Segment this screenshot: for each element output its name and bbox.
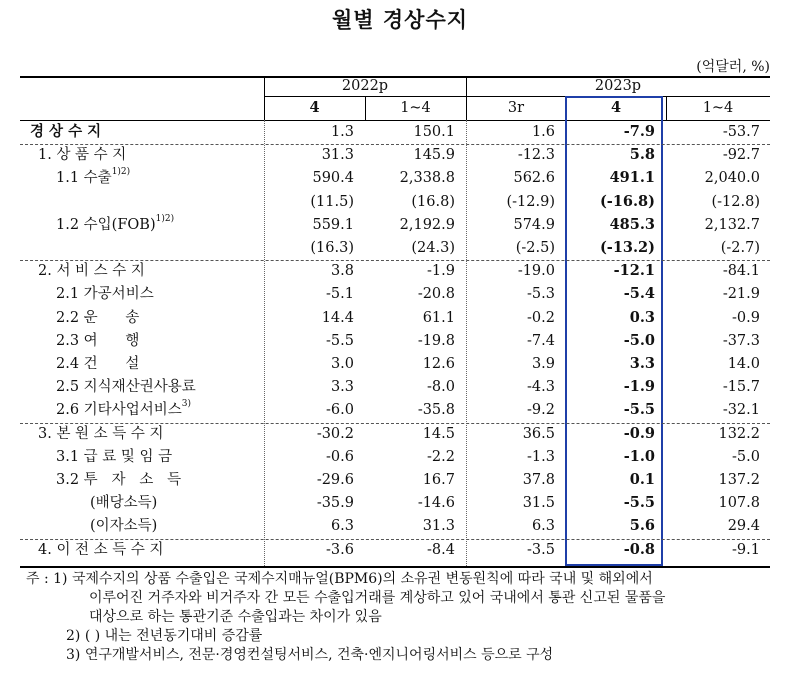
- table-cell: (-2.5): [515, 240, 555, 256]
- table-cell: -0.8: [623, 540, 655, 558]
- table-cell: 0.1: [629, 471, 655, 488]
- table-cell: 6.3: [531, 518, 555, 535]
- table-cell: 3.3: [629, 355, 655, 372]
- header-col-2023-1-4: 1~4: [702, 100, 734, 116]
- table-cell: 2,338.8: [399, 170, 455, 187]
- table-cell: 137.2: [718, 472, 760, 488]
- table-cell: 36.5: [522, 425, 555, 442]
- table-cell: -35.8: [417, 402, 455, 419]
- row-label-text: 1. 상 품 수 지: [38, 147, 127, 164]
- table-cell: -30.2: [316, 425, 354, 442]
- row-label-text: 경 상 수 지: [30, 123, 102, 140]
- table-cell: -1.9: [623, 378, 655, 396]
- table-cell: 2,132.7: [704, 216, 760, 233]
- table-cell: 2,040.0: [704, 170, 760, 187]
- row-label: [56, 400, 191, 420]
- table-cell: 3.0: [330, 356, 354, 372]
- header-col-2022-4: 4: [309, 99, 320, 116]
- row-label-text: 2.3 여 행: [56, 332, 140, 349]
- table-cell: -1.0: [623, 447, 655, 465]
- table-cell: -1.9: [427, 263, 455, 280]
- table-cell: -7.4: [527, 332, 555, 349]
- table-cell: -5.5: [623, 494, 655, 512]
- table-cell: -5.5: [326, 332, 354, 349]
- row-label: [56, 284, 154, 304]
- table-cell: (-2.7): [720, 240, 760, 256]
- table-cell: 145.9: [413, 147, 455, 164]
- table-cell: 16.7: [422, 472, 455, 488]
- table-cell: 3.8: [330, 263, 354, 280]
- row-label: [38, 145, 126, 165]
- table-cell: -21.9: [722, 286, 760, 303]
- row-label: [38, 261, 145, 281]
- table-cell: 1.3: [330, 124, 354, 140]
- table-cell: -5.3: [527, 286, 555, 303]
- table-cell: 12.6: [422, 356, 455, 372]
- table-cell: -20.8: [417, 286, 455, 303]
- table-cell: -92.7: [722, 147, 760, 164]
- row-label: [56, 354, 139, 374]
- table-cell: -9.2: [527, 402, 555, 419]
- row-label: [38, 424, 164, 444]
- table-cell: -5.0: [732, 448, 760, 465]
- table-cell: -14.6: [417, 495, 455, 512]
- table-cell: 37.8: [522, 472, 555, 488]
- table-cell: -29.6: [316, 472, 354, 488]
- table-cell: 14.5: [422, 425, 455, 442]
- row-label: [56, 308, 139, 328]
- table-cell: 29.4: [727, 518, 760, 535]
- table-cell: 5.6: [629, 517, 655, 535]
- table-cell: -5.5: [623, 401, 655, 419]
- table-cell: -3.5: [527, 541, 555, 558]
- row-label: [56, 331, 139, 351]
- table-cell: 31.3: [422, 518, 455, 535]
- table-cell: -12.3: [517, 147, 555, 164]
- table-cell: -7.9: [623, 123, 655, 140]
- table-cell: (-13.2): [599, 239, 655, 256]
- row-label: [56, 215, 174, 235]
- header-year-2023: 2023p: [594, 78, 642, 94]
- table-cell: -35.9: [316, 495, 354, 512]
- table-cell: -8.0: [427, 379, 455, 396]
- header-year-2022: 2022p: [341, 78, 389, 94]
- table-cell: 107.8: [718, 495, 760, 512]
- row-footnote-marker: 1)2): [111, 167, 131, 178]
- footnote-1-line-3: 대상으로 하는 통관기준 수출입과는 차이가 있음: [89, 609, 382, 625]
- table-cell: 2,192.9: [399, 216, 455, 233]
- table-cell: 1.6: [531, 124, 555, 140]
- table-cell: 574.9: [513, 216, 555, 233]
- table-cell: 491.1: [609, 169, 655, 187]
- table-cell: -0.6: [326, 448, 354, 465]
- table-cell: 31.3: [321, 147, 354, 164]
- table-cell: (-16.8): [599, 192, 655, 210]
- table-cell: -9.1: [732, 541, 760, 558]
- current-account-table: [20, 76, 770, 566]
- table-cell: 61.1: [422, 309, 455, 326]
- table-cell: -12.1: [613, 262, 655, 280]
- unit-label: (억달러, %): [696, 59, 770, 75]
- row-label: [56, 447, 172, 467]
- table-bottom-border: [20, 566, 770, 568]
- footnote-3: 3) 연구개발서비스, 전문·경영컨설팅서비스, 건축·엔지니어링서비스 등으로 구성: [66, 647, 554, 663]
- table-cell: 559.1: [312, 216, 354, 233]
- table-cell: 3.9: [531, 356, 555, 372]
- row-label-text: 2.1 가공서비스: [56, 286, 154, 303]
- row-label-text: 2. 서 비 스 수 지: [38, 263, 145, 280]
- table-cell: 0.3: [629, 308, 655, 326]
- table-cell: (24.3): [411, 240, 455, 256]
- row-label: [38, 540, 164, 560]
- table-cell: 562.6: [513, 170, 555, 187]
- row-label-text: (배당소득): [90, 495, 158, 512]
- table-cell: -19.8: [417, 332, 455, 349]
- table-cell: -0.2: [527, 309, 555, 326]
- table-cell: (-12.9): [506, 193, 555, 210]
- row-footnote-marker: 3): [181, 399, 191, 410]
- table-cell: -2.2: [427, 448, 455, 465]
- header-col-2023-4: 4: [610, 99, 622, 116]
- table-cell: 6.3: [330, 518, 354, 535]
- table-cell: (11.5): [310, 193, 354, 210]
- table-cell: -5.1: [326, 286, 354, 303]
- table-cell: -19.0: [517, 263, 555, 280]
- table-cell: 150.1: [413, 124, 455, 140]
- table-cell: 31.5: [522, 495, 555, 512]
- row-footnote-marker: 1)2): [155, 213, 175, 224]
- row-label: [56, 377, 196, 397]
- row-label-text: 2.2 운 송: [56, 309, 140, 326]
- header-col-2023-3r: 3r: [507, 100, 525, 116]
- row-label-text: 2.5 지식재산권사용료: [56, 379, 196, 396]
- footnote-2: 2) ( ) 내는 전년동기대비 증감률: [66, 628, 263, 644]
- row-label-text: 3.1 급 료 및 임 금: [56, 448, 173, 465]
- table-cell: -5.4: [623, 285, 655, 303]
- row-label-text: 2.4 건 설: [56, 356, 140, 372]
- table-cell: 14.0: [727, 356, 760, 372]
- footnote-1-line-2: 이루어진 거주자와 비거주자 간 모든 수출입거래를 계상하고 있어 국내에서 통관 신고된 물품을: [89, 590, 666, 606]
- table-cell: 485.3: [609, 215, 655, 233]
- table-cell: (-12.8): [711, 193, 760, 210]
- table-cell: -8.4: [427, 541, 455, 558]
- row-label: [90, 493, 157, 513]
- header-year-divider: [264, 96, 770, 97]
- row-label-text: 1.1 수출: [56, 170, 112, 187]
- table-cell: 14.4: [321, 309, 354, 326]
- table-cell: (16.8): [411, 193, 455, 210]
- table-cell: -32.1: [722, 402, 760, 419]
- table-cell: -53.7: [722, 124, 760, 140]
- table-cell: -6.0: [326, 402, 354, 419]
- table-cell: -5.0: [623, 331, 655, 349]
- row-label: [30, 122, 101, 142]
- table-cell: 5.8: [629, 146, 655, 164]
- table-cell: -0.9: [623, 424, 655, 442]
- row-label: [56, 470, 181, 490]
- row-label: [56, 168, 130, 188]
- page-title: 월별 경상수지: [331, 7, 469, 32]
- row-label-text: (이자소득): [90, 518, 158, 535]
- table-cell: 132.2: [718, 425, 760, 442]
- table-cell: -0.9: [732, 309, 760, 326]
- row-label-text: 1.2 수입(FOB): [56, 216, 156, 233]
- table-cell: -3.6: [326, 541, 354, 558]
- table-cell: -4.3: [527, 379, 555, 396]
- row-label-text: 3. 본 원 소 득 수 지: [38, 425, 164, 442]
- row-label-text: 3.2 투 자 소 득: [56, 472, 182, 488]
- table-cell: 590.4: [312, 170, 354, 187]
- table-cell: -1.3: [527, 448, 555, 465]
- table-cell: -15.7: [722, 379, 760, 396]
- table-cell: -84.1: [722, 263, 760, 280]
- row-label: [90, 516, 157, 536]
- row-label-text: 4. 이 전 소 득 수 지: [38, 541, 164, 558]
- table-cell: (16.3): [310, 240, 354, 256]
- header-col-2022-1-4: 1~4: [400, 100, 431, 116]
- table-cell: 3.3: [330, 379, 354, 396]
- row-label-text: 2.6 기타사업서비스: [56, 402, 182, 419]
- table-cell: -37.3: [722, 332, 760, 349]
- footnote-1-line-1: 주 : 1) 국제수지의 상품 수출입은 국제수지매뉴얼(BPM6)의 소유권 변동원칙에 따라 국내 및 해외에서: [26, 571, 653, 587]
